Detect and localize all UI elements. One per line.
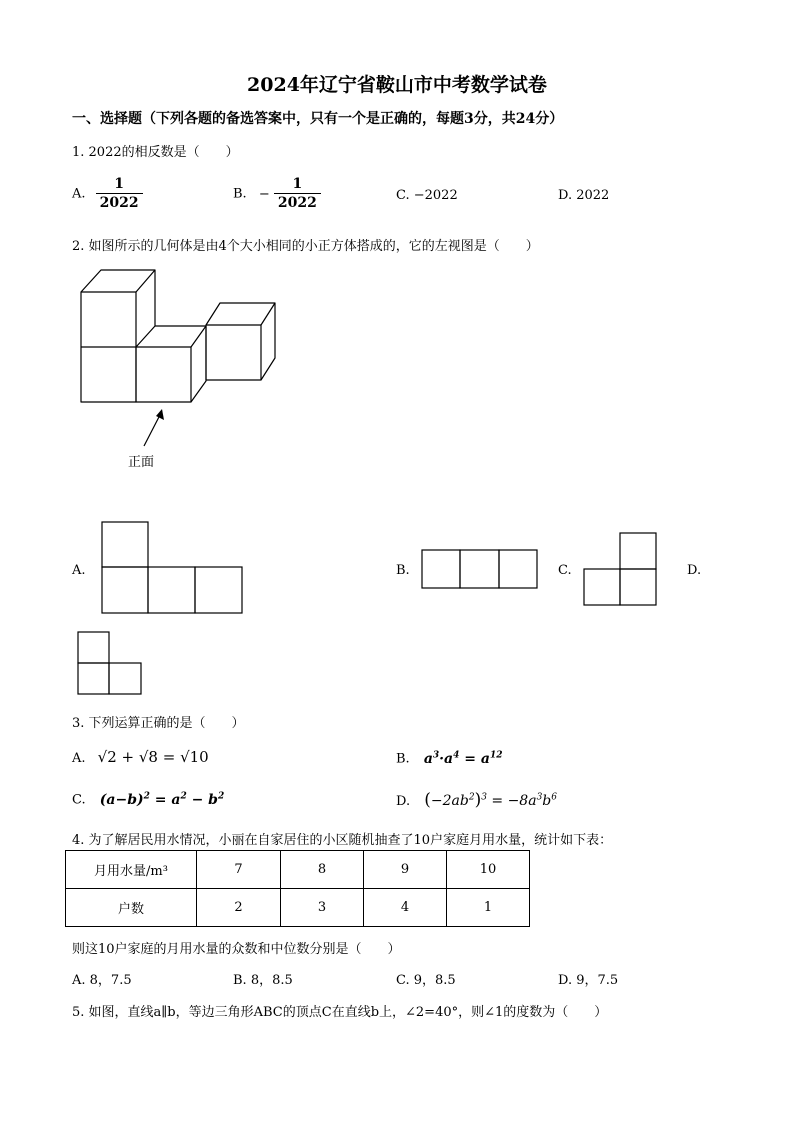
option-label: A. (72, 751, 86, 766)
option-label: C. (72, 792, 86, 808)
table-cell: 10 (447, 851, 530, 889)
q1-option-d[interactable]: D. 2022 (558, 188, 610, 203)
formula-c: $(a-b)^2 = a^2 - b^2$ (99, 791, 225, 808)
denominator: 2022 (277, 195, 317, 211)
option-label: D. (396, 794, 411, 809)
formula-d: $(-2ab^2)^3 = -8a^3b^6$ (424, 790, 557, 810)
question-5-stem: 5. 如图，直线a∥b，等边三角形ABC的顶点C在直线b上，∠2=40°，则∠1的度数为（ ） (72, 1005, 608, 1020)
question-3-stem: 3. 下列运算正确的是（ ） (72, 716, 245, 731)
section-heading: 一、选择题（下列各题的备选答案中，只有一个是正确的，每题3分，共24分） (72, 111, 564, 127)
q4-option-c[interactable]: C. 9，8.5 (396, 973, 456, 988)
question-4-question: 则这10户家庭的月用水量的众数和中位数分别是（ ） (72, 942, 401, 957)
table-row (66, 889, 530, 927)
front-label: 正面 (128, 455, 155, 470)
formula-a: √2 + √8 = √10 (97, 748, 209, 766)
table-cell: 1 (447, 889, 530, 927)
page-title: 2024年辽宁省鞍山市中考数学试卷 (247, 74, 547, 96)
numerator: 1 (274, 176, 321, 194)
table-cell: 8 (281, 851, 364, 889)
option-label: B. (396, 751, 410, 767)
table-cell: 4 (364, 889, 447, 927)
denominator: 2022 (99, 195, 139, 211)
numerator: 1 (96, 176, 143, 194)
formula-b: $a^3\cdot a^4 = a^{12}$ (423, 750, 503, 767)
q3-option-d[interactable] (396, 790, 557, 810)
q4-option-b[interactable]: B. 8，8.5 (233, 973, 293, 988)
minus-sign: − (258, 186, 270, 202)
table-cell: 2 (197, 889, 281, 927)
option-label: B. (233, 186, 247, 202)
q2-option-c-label[interactable]: C. (558, 563, 572, 578)
q3-option-a[interactable] (72, 748, 209, 766)
question-2-stem: 2. 如图所示的几何体是由4个大小相同的小正方体搭成的，它的左视图是（ ） (72, 239, 539, 254)
q2-option-a-label[interactable]: A. (72, 563, 86, 578)
table-header-cell: 户数 (66, 889, 197, 927)
q3-option-b[interactable] (396, 750, 502, 767)
table-row (66, 851, 530, 889)
q4-option-d[interactable]: D. 9，7.5 (558, 973, 619, 988)
table-cell: 3 (281, 889, 364, 927)
table-cell: 7 (197, 851, 281, 889)
q3-option-c[interactable] (72, 791, 224, 808)
question-4-stem: 4. 为了解居民用水情况，小丽在自家居住的小区随机抽查了10户家庭月用水量，统计如下表： (72, 833, 613, 848)
table-header-cell: 月用水量/m³ (66, 851, 197, 889)
water-usage-table (65, 850, 530, 927)
q2-option-d-label[interactable]: D. (687, 563, 702, 578)
q2-option-b-label[interactable]: B. (396, 563, 410, 578)
q4-option-a[interactable]: A. 8，7.5 (72, 973, 132, 988)
question-1-stem: 1. 2022的相反数是（ ） (72, 145, 239, 160)
table-cell: 9 (364, 851, 447, 889)
q1-option-c[interactable]: C. −2022 (396, 188, 458, 203)
option-label: A. (72, 186, 86, 202)
